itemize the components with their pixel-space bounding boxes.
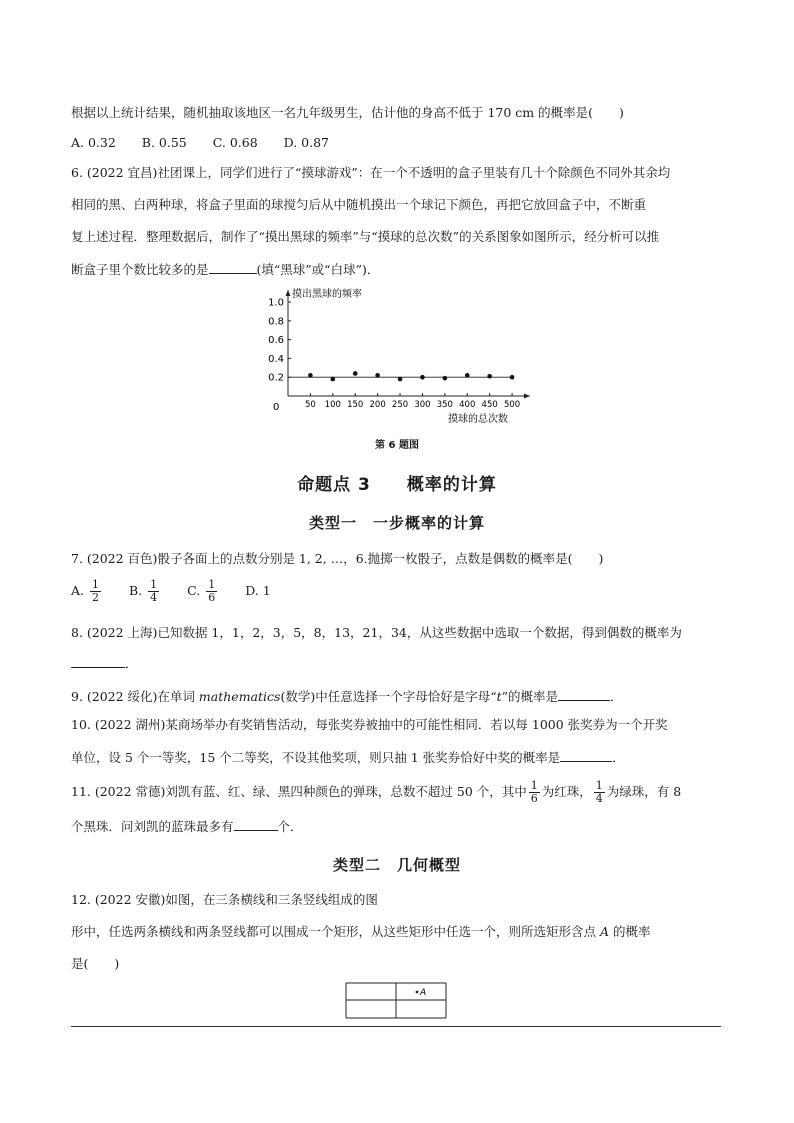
q7-stem: 7. (2022 百色)骰子各面上的点数分别是 1, 2, …，6.抛掷一枚骰子，点数是偶数的概率是( ) [71, 551, 604, 566]
q6-line3: 复上述过程．整理数据后，制作了“摸出黑球的频率”与“摸球的总次数”的关系图象如图所示，经分析可以推 [71, 229, 660, 244]
data-point [420, 375, 425, 380]
x-tick-label: 400 [459, 400, 476, 410]
fraction: $\frac{1}{6}$ [208, 578, 216, 604]
x-tick-label: 150 [347, 400, 364, 410]
y-axis-label: 摸出黑球的频率 [292, 289, 362, 300]
x-axis-arrow [524, 394, 530, 399]
point-a-label: A [420, 988, 427, 998]
data-point [510, 375, 515, 380]
y-tick-label: 1.0 [268, 297, 284, 309]
q5-option-d: D. 0.87 [283, 135, 329, 150]
y-tick-label: 0.8 [268, 316, 284, 328]
data-point [375, 373, 380, 378]
answer-blank[interactable] [558, 687, 610, 701]
data-point [353, 371, 358, 376]
x-tick-label: 200 [369, 400, 386, 410]
data-point [331, 377, 336, 382]
data-point [487, 374, 492, 379]
type1-heading: 类型一 一步概率的计算 [308, 514, 485, 532]
point-a [416, 991, 419, 994]
fraction: $\frac{1}{4}$ [150, 578, 158, 604]
q7-option-a: A. $\frac{1}{2}$ [71, 578, 99, 604]
x-tick-label: 250 [391, 400, 409, 410]
answer-blank[interactable] [560, 748, 612, 762]
q8-line1: 8. (2022 上海)已知数据 1，1，2，3，5，8，13，21，34，从这些数据中选取一个数据，得到偶数的概率为 [71, 625, 682, 640]
x-tick-label: 500 [503, 400, 521, 410]
grid-figure [345, 982, 447, 1020]
q12-line3: 是( ) [71, 956, 120, 971]
origin-label: 0 [273, 402, 280, 413]
q12-line1: 12. (2022 安徽)如图，在三条横线和三条竖线组成的图 [71, 892, 378, 907]
data-point [443, 376, 448, 381]
q5-option-a: A. 0.32 [71, 135, 116, 150]
x-tick-label: 450 [481, 400, 498, 410]
y-tick-label: 0.2 [268, 372, 284, 384]
x-tick-label: 50 [304, 400, 316, 410]
fraction: $\frac{1}{2}$ [92, 578, 99, 604]
type2-heading: 类型二 几何概型 [332, 856, 461, 874]
data-point [398, 377, 403, 382]
q8-line2: ． [71, 654, 138, 673]
data-point [465, 373, 470, 378]
x-tick-label: 100 [324, 400, 341, 410]
q5-option-c: C. 0.68 [212, 135, 258, 150]
q5-options [71, 134, 351, 152]
q5-stem: 根据以上统计结果，随机抽取该地区一名九年级男生，估计他的身高不低于 170 cm 的概率是( ) [71, 105, 624, 120]
q7-option-d: D. 1 [245, 583, 271, 598]
page-divider [71, 1026, 721, 1027]
y-axis-arrow [286, 290, 291, 296]
q7-option-b: B. $\frac{1}{4}$ [128, 578, 158, 604]
x-axis-label: 摸球的总次数 [448, 414, 508, 425]
frequency-chart [255, 284, 545, 430]
answer-blank[interactable] [71, 654, 125, 668]
section-title: 命题点 3 概率的计算 [297, 475, 497, 495]
q7-options [71, 578, 293, 604]
q11-line2: 个黑珠．问刘凯的蓝珠最多有 个． [71, 819, 303, 834]
q12-line2: 形中，任选两条横线和两条竖线都可以围成一个矩形，从这些矩形中任选一个，则所选矩形含点 A 的概率 [71, 924, 651, 939]
fraction: $\frac{1}{6}$ [530, 779, 538, 805]
q6-line2: 相同的黑、白两种球，将盒子里面的球搅匀后从中随机摸出一个球记下颜色，再把它放回盒子中，不断重 [71, 197, 647, 212]
answer-blank[interactable] [209, 260, 257, 274]
q10-line2: 单位，设 5 个一等奖，15 个二等奖，不设其他奖项，则只抽 1 张奖券恰好中奖的概率是 ． [71, 750, 625, 765]
y-tick-label: 0.6 [268, 335, 284, 347]
q5-option-b: B. 0.55 [141, 135, 187, 150]
q6-line4: 断盒子里个数比较多的是 (填“黑球”或“白球”)． [71, 262, 380, 277]
y-tick-label: 0.4 [268, 353, 284, 365]
q7-option-c: C. $\frac{1}{6}$ [187, 578, 216, 604]
q9-stem: 9. (2022 绥化)在单词 mathematics(数学)中任意选择一个字母恰好是字母“t”的概率是 ． [71, 689, 623, 704]
q10-line1: 10. (2022 湖州)某商场举办有奖销售活动，每张奖券被抽中的可能性相同．若以每 1000 张奖券为一个开奖 [71, 717, 668, 732]
answer-blank[interactable] [234, 817, 278, 831]
x-tick-label: 350 [436, 400, 453, 410]
q6-line1: 6. (2022 宜昌)社团课上，同学们进行了“摸球游戏”：在一个不透明的盒子里装有几十个除颜色不同外其余均 [71, 165, 671, 180]
q11-line1: 11. (2022 常德)刘凯有蓝、红、绿、黑四种颜色的弹珠，总数不超过 50 个，其中 $\frac{1}{6}$ 为红珠， $\frac{1}{4}$ 为绿珠，有 8 [71, 779, 682, 805]
fraction: $\frac{1}{4}$ [595, 779, 603, 805]
data-point [308, 373, 313, 378]
x-tick-label: 300 [414, 400, 431, 410]
figure-caption: 第 6 题图 [375, 440, 419, 451]
